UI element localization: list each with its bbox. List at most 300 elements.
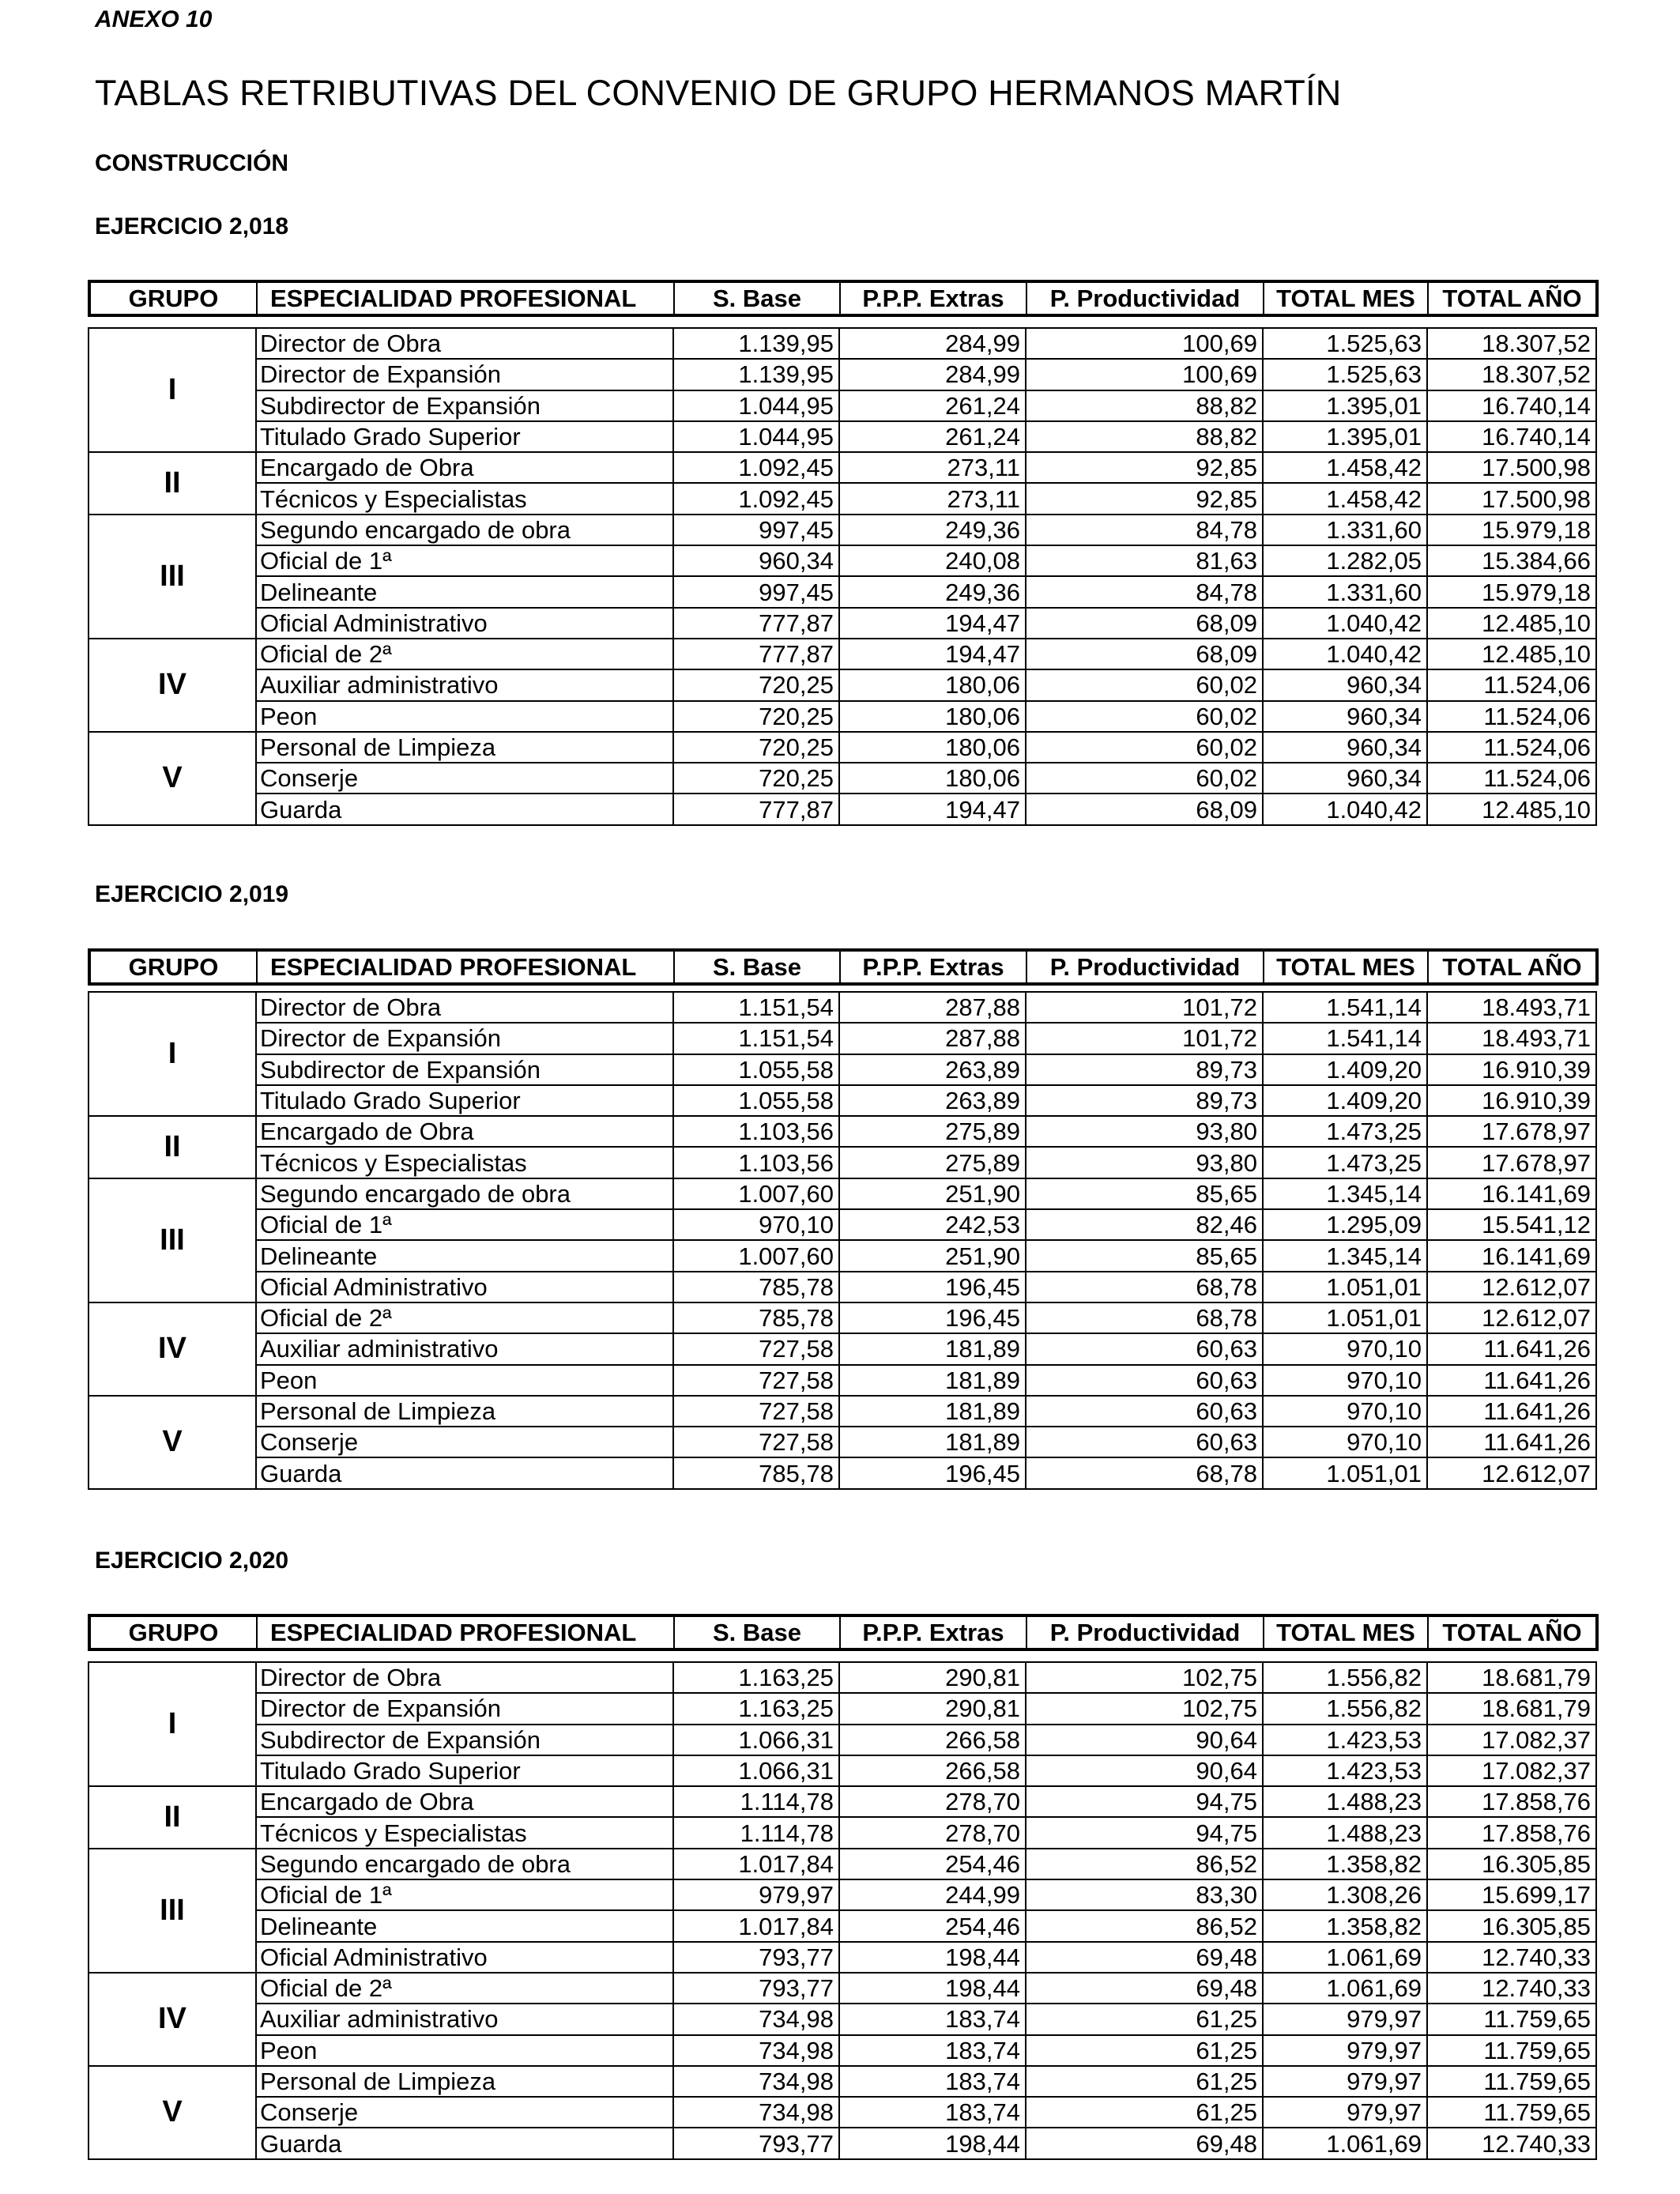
column-header: TOTAL MES bbox=[1264, 281, 1428, 315]
amount-cell: 720,25 bbox=[673, 763, 839, 794]
amount-cell: 18.681,79 bbox=[1427, 1693, 1596, 1724]
column-header: TOTAL AÑO bbox=[1428, 1615, 1597, 1649]
specialty-cell: Personal de Limpieza bbox=[256, 732, 673, 763]
amount-cell: 1.163,25 bbox=[673, 1693, 839, 1724]
amount-cell: 1.331,60 bbox=[1263, 515, 1427, 545]
amount-cell: 785,78 bbox=[673, 1302, 839, 1333]
amount-cell: 287,88 bbox=[839, 992, 1026, 1023]
specialty-cell: Conserje bbox=[256, 1427, 673, 1457]
amount-cell: 1.040,42 bbox=[1263, 639, 1427, 669]
amount-cell: 12.740,33 bbox=[1427, 2128, 1596, 2158]
amount-cell: 198,44 bbox=[839, 1942, 1026, 1973]
column-header: TOTAL AÑO bbox=[1428, 281, 1597, 315]
amount-cell: 69,48 bbox=[1026, 1973, 1263, 2004]
specialty-cell: Titulado Grado Superior bbox=[256, 1085, 673, 1116]
amount-cell: 12.740,33 bbox=[1427, 1973, 1596, 2004]
amount-cell: 60,63 bbox=[1026, 1396, 1263, 1427]
column-header: P.P.P. Extras bbox=[840, 1615, 1026, 1649]
table-row bbox=[89, 1755, 1596, 1786]
amount-cell: 18.493,71 bbox=[1427, 1023, 1596, 1054]
amount-cell: 1.139,95 bbox=[673, 328, 839, 359]
amount-cell: 12.485,10 bbox=[1427, 639, 1596, 669]
amount-cell: 100,69 bbox=[1026, 359, 1263, 390]
amount-cell: 60,63 bbox=[1026, 1365, 1263, 1396]
amount-cell: 89,73 bbox=[1026, 1054, 1263, 1085]
group-cell: II bbox=[89, 1116, 256, 1178]
table-row bbox=[89, 701, 1596, 732]
amount-cell: 1.139,95 bbox=[673, 359, 839, 390]
table-header bbox=[88, 1614, 1599, 1651]
group-cell: V bbox=[89, 732, 256, 825]
amount-cell: 89,73 bbox=[1026, 1085, 1263, 1116]
amount-cell: 278,70 bbox=[839, 1786, 1026, 1817]
table-row bbox=[89, 1879, 1596, 1910]
table-row bbox=[89, 421, 1596, 452]
amount-cell: 17.082,37 bbox=[1427, 1755, 1596, 1786]
amount-cell: 1.040,42 bbox=[1263, 608, 1427, 639]
amount-cell: 1.066,31 bbox=[673, 1725, 839, 1755]
column-header: P. Productividad bbox=[1026, 1615, 1264, 1649]
specialty-cell: Delineante bbox=[256, 1240, 673, 1271]
amount-cell: 12.485,10 bbox=[1427, 608, 1596, 639]
amount-cell: 60,02 bbox=[1026, 732, 1263, 763]
amount-cell: 249,36 bbox=[839, 515, 1026, 545]
amount-cell: 1.331,60 bbox=[1263, 576, 1427, 607]
table-row bbox=[89, 328, 1596, 359]
amount-cell: 720,25 bbox=[673, 669, 839, 700]
table-row bbox=[89, 515, 1596, 545]
specialty-cell: Oficial Administrativo bbox=[256, 1272, 673, 1302]
specialty-cell: Delineante bbox=[256, 1910, 673, 1941]
amount-cell: 266,58 bbox=[839, 1725, 1026, 1755]
amount-cell: 12.740,33 bbox=[1427, 1942, 1596, 1973]
amount-cell: 278,70 bbox=[839, 1817, 1026, 1848]
amount-cell: 242,53 bbox=[839, 1209, 1026, 1240]
specialty-cell: Oficial de 1ª bbox=[256, 545, 673, 576]
group-cell: II bbox=[89, 452, 256, 515]
amount-cell: 734,98 bbox=[673, 2035, 839, 2066]
amount-cell: 86,52 bbox=[1026, 1849, 1263, 1879]
amount-cell: 1.017,84 bbox=[673, 1910, 839, 1941]
table-header bbox=[88, 280, 1599, 317]
specialty-cell: Encargado de Obra bbox=[256, 452, 673, 483]
amount-cell: 15.979,18 bbox=[1427, 576, 1596, 607]
specialty-cell: Personal de Limpieza bbox=[256, 2066, 673, 2097]
amount-cell: 94,75 bbox=[1026, 1786, 1263, 1817]
table-row bbox=[89, 1973, 1596, 2004]
amount-cell: 1.114,78 bbox=[673, 1786, 839, 1817]
amount-cell: 61,25 bbox=[1026, 2004, 1263, 2034]
column-header: ESPECIALIDAD PROFESIONAL bbox=[257, 1615, 674, 1649]
amount-cell: 1.066,31 bbox=[673, 1755, 839, 1786]
amount-cell: 1.345,14 bbox=[1263, 1178, 1427, 1209]
specialty-cell: Guarda bbox=[256, 2128, 673, 2158]
amount-cell: 254,46 bbox=[839, 1849, 1026, 1879]
column-header: P. Productividad bbox=[1026, 281, 1264, 315]
column-header: GRUPO bbox=[128, 953, 219, 981]
table-row bbox=[89, 1023, 1596, 1054]
amount-cell: 102,75 bbox=[1026, 1693, 1263, 1724]
specialty-cell: Técnicos y Especialistas bbox=[256, 1817, 673, 1848]
column-header: ESPECIALIDAD PROFESIONAL bbox=[257, 281, 674, 315]
amount-cell: 1.458,42 bbox=[1263, 483, 1427, 514]
specialty-cell: Oficial de 1ª bbox=[256, 1209, 673, 1240]
table-row bbox=[89, 1147, 1596, 1178]
amount-cell: 1.409,20 bbox=[1263, 1054, 1427, 1085]
amount-cell: 16.141,69 bbox=[1427, 1178, 1596, 1209]
specialty-cell: Encargado de Obra bbox=[256, 1786, 673, 1817]
amount-cell: 88,82 bbox=[1026, 421, 1263, 452]
table-row bbox=[89, 2128, 1596, 2158]
amount-cell: 196,45 bbox=[839, 1457, 1026, 1488]
amount-cell: 970,10 bbox=[673, 1209, 839, 1240]
amount-cell: 261,24 bbox=[839, 390, 1026, 421]
specialty-cell: Segundo encargado de obra bbox=[256, 515, 673, 545]
salary-table bbox=[88, 1661, 1597, 2160]
specialty-cell: Encargado de Obra bbox=[256, 1116, 673, 1147]
amount-cell: 251,90 bbox=[839, 1240, 1026, 1271]
group-cell: I bbox=[89, 328, 256, 452]
specialty-cell: Peon bbox=[256, 701, 673, 732]
table-row bbox=[89, 1457, 1596, 1488]
amount-cell: 1.061,69 bbox=[1263, 2128, 1427, 2158]
amount-cell: 180,06 bbox=[839, 763, 1026, 794]
specialty-cell: Oficial Administrativo bbox=[256, 608, 673, 639]
amount-cell: 997,45 bbox=[673, 576, 839, 607]
table-row bbox=[89, 1116, 1596, 1147]
amount-cell: 727,58 bbox=[673, 1333, 839, 1364]
amount-cell: 1.055,58 bbox=[673, 1054, 839, 1085]
amount-cell: 11.759,65 bbox=[1427, 2035, 1596, 2066]
amount-cell: 18.307,52 bbox=[1427, 359, 1596, 390]
specialty-cell: Conserje bbox=[256, 763, 673, 794]
amount-cell: 284,99 bbox=[839, 359, 1026, 390]
amount-cell: 194,47 bbox=[839, 639, 1026, 669]
amount-cell: 960,34 bbox=[1263, 732, 1427, 763]
table-row bbox=[89, 1054, 1596, 1085]
table-row bbox=[89, 1849, 1596, 1879]
table-row bbox=[89, 794, 1596, 824]
amount-cell: 970,10 bbox=[1263, 1396, 1427, 1427]
group-cell: I bbox=[89, 1662, 256, 1786]
amount-cell: 68,09 bbox=[1026, 639, 1263, 669]
amount-cell: 263,89 bbox=[839, 1054, 1026, 1085]
amount-cell: 11.641,26 bbox=[1427, 1365, 1596, 1396]
column-header: GRUPO bbox=[128, 1619, 219, 1646]
amount-cell: 11.759,65 bbox=[1427, 2097, 1596, 2128]
amount-cell: 1.044,95 bbox=[673, 390, 839, 421]
amount-cell: 60,63 bbox=[1026, 1427, 1263, 1457]
table-row bbox=[89, 669, 1596, 700]
group-cell: V bbox=[89, 1396, 256, 1489]
amount-cell: 180,06 bbox=[839, 732, 1026, 763]
amount-cell: 979,97 bbox=[1263, 2097, 1427, 2128]
amount-cell: 183,74 bbox=[839, 2004, 1026, 2034]
amount-cell: 17.858,76 bbox=[1427, 1817, 1596, 1848]
amount-cell: 793,77 bbox=[673, 2128, 839, 2158]
specialty-cell: Auxiliar administrativo bbox=[256, 2004, 673, 2034]
amount-cell: 11.641,26 bbox=[1427, 1333, 1596, 1364]
amount-cell: 102,75 bbox=[1026, 1662, 1263, 1693]
amount-cell: 1.423,53 bbox=[1263, 1725, 1427, 1755]
amount-cell: 12.612,07 bbox=[1427, 1272, 1596, 1302]
amount-cell: 979,97 bbox=[673, 1879, 839, 1910]
amount-cell: 1.295,09 bbox=[1263, 1209, 1427, 1240]
amount-cell: 1.423,53 bbox=[1263, 1755, 1427, 1786]
amount-cell: 244,99 bbox=[839, 1879, 1026, 1910]
amount-cell: 1.358,82 bbox=[1263, 1910, 1427, 1941]
amount-cell: 273,11 bbox=[839, 483, 1026, 514]
amount-cell: 194,47 bbox=[839, 608, 1026, 639]
column-header: TOTAL MES bbox=[1264, 950, 1428, 984]
amount-cell: 196,45 bbox=[839, 1272, 1026, 1302]
amount-cell: 68,78 bbox=[1026, 1457, 1263, 1488]
amount-cell: 18.307,52 bbox=[1427, 328, 1596, 359]
specialty-cell: Oficial de 1ª bbox=[256, 1879, 673, 1910]
specialty-cell: Auxiliar administrativo bbox=[256, 669, 673, 700]
amount-cell: 60,02 bbox=[1026, 669, 1263, 700]
amount-cell: 84,78 bbox=[1026, 576, 1263, 607]
amount-cell: 17.678,97 bbox=[1427, 1116, 1596, 1147]
amount-cell: 69,48 bbox=[1026, 1942, 1263, 1973]
group-cell: III bbox=[89, 515, 256, 639]
amount-cell: 1.488,23 bbox=[1263, 1786, 1427, 1817]
specialty-cell: Director de Obra bbox=[256, 992, 673, 1023]
amount-cell: 720,25 bbox=[673, 701, 839, 732]
table-row bbox=[89, 1209, 1596, 1240]
specialty-cell: Conserje bbox=[256, 2097, 673, 2128]
amount-cell: 793,77 bbox=[673, 1973, 839, 2004]
section-heading: CONSTRUCCIÓN bbox=[95, 150, 288, 176]
amount-cell: 180,06 bbox=[839, 669, 1026, 700]
column-header: ESPECIALIDAD PROFESIONAL bbox=[257, 950, 674, 984]
group-cell: IV bbox=[89, 1302, 256, 1396]
amount-cell: 12.612,07 bbox=[1427, 1457, 1596, 1488]
amount-cell: 92,85 bbox=[1026, 483, 1263, 514]
table-row bbox=[89, 2035, 1596, 2066]
amount-cell: 793,77 bbox=[673, 1942, 839, 1973]
amount-cell: 275,89 bbox=[839, 1116, 1026, 1147]
table-row bbox=[89, 1365, 1596, 1396]
specialty-cell: Titulado Grado Superior bbox=[256, 421, 673, 452]
specialty-cell: Auxiliar administrativo bbox=[256, 1333, 673, 1364]
amount-cell: 11.759,65 bbox=[1427, 2066, 1596, 2097]
table-row bbox=[89, 483, 1596, 514]
amount-cell: 83,30 bbox=[1026, 1879, 1263, 1910]
amount-cell: 1.395,01 bbox=[1263, 421, 1427, 452]
table-row bbox=[89, 545, 1596, 576]
amount-cell: 1.409,20 bbox=[1263, 1085, 1427, 1116]
table-row bbox=[89, 1817, 1596, 1848]
amount-cell: 11.759,65 bbox=[1427, 2004, 1596, 2034]
table-row bbox=[89, 1333, 1596, 1364]
amount-cell: 970,10 bbox=[1263, 1427, 1427, 1457]
amount-cell: 1.040,42 bbox=[1263, 794, 1427, 824]
amount-cell: 1.525,63 bbox=[1263, 359, 1427, 390]
amount-cell: 88,82 bbox=[1026, 390, 1263, 421]
amount-cell: 1.395,01 bbox=[1263, 390, 1427, 421]
table-row bbox=[89, 732, 1596, 763]
amount-cell: 777,87 bbox=[673, 794, 839, 824]
amount-cell: 90,64 bbox=[1026, 1755, 1263, 1786]
amount-cell: 1.556,82 bbox=[1263, 1662, 1427, 1693]
amount-cell: 1.061,69 bbox=[1263, 1973, 1427, 2004]
group-cell: III bbox=[89, 1849, 256, 1973]
amount-cell: 290,81 bbox=[839, 1662, 1026, 1693]
amount-cell: 17.858,76 bbox=[1427, 1786, 1596, 1817]
column-header: S. Base bbox=[674, 950, 840, 984]
amount-cell: 61,25 bbox=[1026, 2097, 1263, 2128]
amount-cell: 727,58 bbox=[673, 1427, 839, 1457]
table-row bbox=[89, 2066, 1596, 2097]
amount-cell: 90,64 bbox=[1026, 1725, 1263, 1755]
amount-cell: 727,58 bbox=[673, 1396, 839, 1427]
amount-cell: 1.103,56 bbox=[673, 1147, 839, 1178]
amount-cell: 82,46 bbox=[1026, 1209, 1263, 1240]
amount-cell: 251,90 bbox=[839, 1178, 1026, 1209]
amount-cell: 1.282,05 bbox=[1263, 545, 1427, 576]
table-row bbox=[89, 1786, 1596, 1817]
amount-cell: 16.305,85 bbox=[1427, 1849, 1596, 1879]
column-header: S. Base bbox=[674, 1615, 840, 1649]
table-row bbox=[89, 2097, 1596, 2128]
amount-cell: 261,24 bbox=[839, 421, 1026, 452]
amount-cell: 266,58 bbox=[839, 1755, 1026, 1786]
amount-cell: 1.358,82 bbox=[1263, 1849, 1427, 1879]
amount-cell: 1.114,78 bbox=[673, 1817, 839, 1848]
amount-cell: 727,58 bbox=[673, 1365, 839, 1396]
table-row bbox=[89, 359, 1596, 390]
amount-cell: 734,98 bbox=[673, 2004, 839, 2034]
amount-cell: 81,63 bbox=[1026, 545, 1263, 576]
amount-cell: 1.103,56 bbox=[673, 1116, 839, 1147]
amount-cell: 1.017,84 bbox=[673, 1849, 839, 1879]
group-cell: III bbox=[89, 1178, 256, 1302]
specialty-cell: Peon bbox=[256, 1365, 673, 1396]
amount-cell: 997,45 bbox=[673, 515, 839, 545]
amount-cell: 1.473,25 bbox=[1263, 1147, 1427, 1178]
amount-cell: 15.979,18 bbox=[1427, 515, 1596, 545]
amount-cell: 16.910,39 bbox=[1427, 1054, 1596, 1085]
group-cell: V bbox=[89, 2066, 256, 2159]
amount-cell: 61,25 bbox=[1026, 2035, 1263, 2066]
amount-cell: 777,87 bbox=[673, 639, 839, 669]
year-heading: EJERCICIO 2,018 bbox=[95, 213, 289, 239]
amount-cell: 60,63 bbox=[1026, 1333, 1263, 1364]
table-row bbox=[89, 1302, 1596, 1333]
amount-cell: 86,52 bbox=[1026, 1910, 1263, 1941]
amount-cell: 1.051,01 bbox=[1263, 1457, 1427, 1488]
column-header: S. Base bbox=[674, 281, 840, 315]
amount-cell: 68,78 bbox=[1026, 1302, 1263, 1333]
table-row bbox=[89, 1910, 1596, 1941]
table-header bbox=[88, 948, 1599, 986]
amount-cell: 181,89 bbox=[839, 1365, 1026, 1396]
amount-cell: 60,02 bbox=[1026, 763, 1263, 794]
amount-cell: 1.051,01 bbox=[1263, 1272, 1427, 1302]
table-row bbox=[89, 452, 1596, 483]
amount-cell: 69,48 bbox=[1026, 2128, 1263, 2158]
amount-cell: 240,08 bbox=[839, 545, 1026, 576]
amount-cell: 12.485,10 bbox=[1427, 794, 1596, 824]
amount-cell: 15.541,12 bbox=[1427, 1209, 1596, 1240]
amount-cell: 970,10 bbox=[1263, 1365, 1427, 1396]
table-row bbox=[89, 1693, 1596, 1724]
table-row bbox=[89, 1085, 1596, 1116]
amount-cell: 15.384,66 bbox=[1427, 545, 1596, 576]
amount-cell: 254,46 bbox=[839, 1910, 1026, 1941]
amount-cell: 1.541,14 bbox=[1263, 992, 1427, 1023]
amount-cell: 734,98 bbox=[673, 2066, 839, 2097]
column-header: P.P.P. Extras bbox=[840, 281, 1026, 315]
table-row bbox=[89, 608, 1596, 639]
specialty-cell: Personal de Limpieza bbox=[256, 1396, 673, 1427]
amount-cell: 275,89 bbox=[839, 1147, 1026, 1178]
specialty-cell: Director de Expansión bbox=[256, 1023, 673, 1054]
amount-cell: 16.740,14 bbox=[1427, 390, 1596, 421]
specialty-cell: Subdirector de Expansión bbox=[256, 390, 673, 421]
amount-cell: 777,87 bbox=[673, 608, 839, 639]
amount-cell: 1.061,69 bbox=[1263, 1942, 1427, 1973]
table-row bbox=[89, 1240, 1596, 1271]
amount-cell: 970,10 bbox=[1263, 1333, 1427, 1364]
amount-cell: 183,74 bbox=[839, 2066, 1026, 2097]
amount-cell: 12.612,07 bbox=[1427, 1302, 1596, 1333]
specialty-cell: Director de Expansión bbox=[256, 359, 673, 390]
amount-cell: 16.910,39 bbox=[1427, 1085, 1596, 1116]
specialty-cell: Peon bbox=[256, 2035, 673, 2066]
amount-cell: 960,34 bbox=[1263, 701, 1427, 732]
amount-cell: 1.151,54 bbox=[673, 992, 839, 1023]
amount-cell: 1.556,82 bbox=[1263, 1693, 1427, 1724]
amount-cell: 1.007,60 bbox=[673, 1240, 839, 1271]
amount-cell: 720,25 bbox=[673, 732, 839, 763]
amount-cell: 68,78 bbox=[1026, 1272, 1263, 1302]
group-cell: II bbox=[89, 1786, 256, 1849]
table-row bbox=[89, 390, 1596, 421]
column-header: TOTAL MES bbox=[1264, 1615, 1428, 1649]
amount-cell: 93,80 bbox=[1026, 1147, 1263, 1178]
specialty-cell: Director de Obra bbox=[256, 1662, 673, 1693]
amount-cell: 181,89 bbox=[839, 1396, 1026, 1427]
table-row bbox=[89, 1178, 1596, 1209]
group-cell: IV bbox=[89, 639, 256, 732]
specialty-cell: Subdirector de Expansión bbox=[256, 1054, 673, 1085]
column-header: P.P.P. Extras bbox=[840, 950, 1026, 984]
specialty-cell: Subdirector de Expansión bbox=[256, 1725, 673, 1755]
amount-cell: 1.092,45 bbox=[673, 483, 839, 514]
year-heading: EJERCICIO 2,019 bbox=[95, 881, 289, 907]
table-row bbox=[89, 1662, 1596, 1693]
amount-cell: 284,99 bbox=[839, 328, 1026, 359]
amount-cell: 979,97 bbox=[1263, 2004, 1427, 2034]
column-header: P. Productividad bbox=[1026, 950, 1264, 984]
amount-cell: 1.092,45 bbox=[673, 452, 839, 483]
amount-cell: 960,34 bbox=[673, 545, 839, 576]
amount-cell: 734,98 bbox=[673, 2097, 839, 2128]
amount-cell: 183,74 bbox=[839, 2097, 1026, 2128]
amount-cell: 979,97 bbox=[1263, 2035, 1427, 2066]
amount-cell: 16.740,14 bbox=[1427, 421, 1596, 452]
amount-cell: 68,09 bbox=[1026, 608, 1263, 639]
specialty-cell: Director de Obra bbox=[256, 328, 673, 359]
amount-cell: 1.151,54 bbox=[673, 1023, 839, 1054]
amount-cell: 960,34 bbox=[1263, 763, 1427, 794]
document-title: TABLAS RETRIBUTIVAS DEL CONVENIO DE GRUPO HERMANOS MARTÍN bbox=[95, 73, 1342, 113]
amount-cell: 1.473,25 bbox=[1263, 1116, 1427, 1147]
amount-cell: 249,36 bbox=[839, 576, 1026, 607]
group-cell: IV bbox=[89, 1973, 256, 2066]
